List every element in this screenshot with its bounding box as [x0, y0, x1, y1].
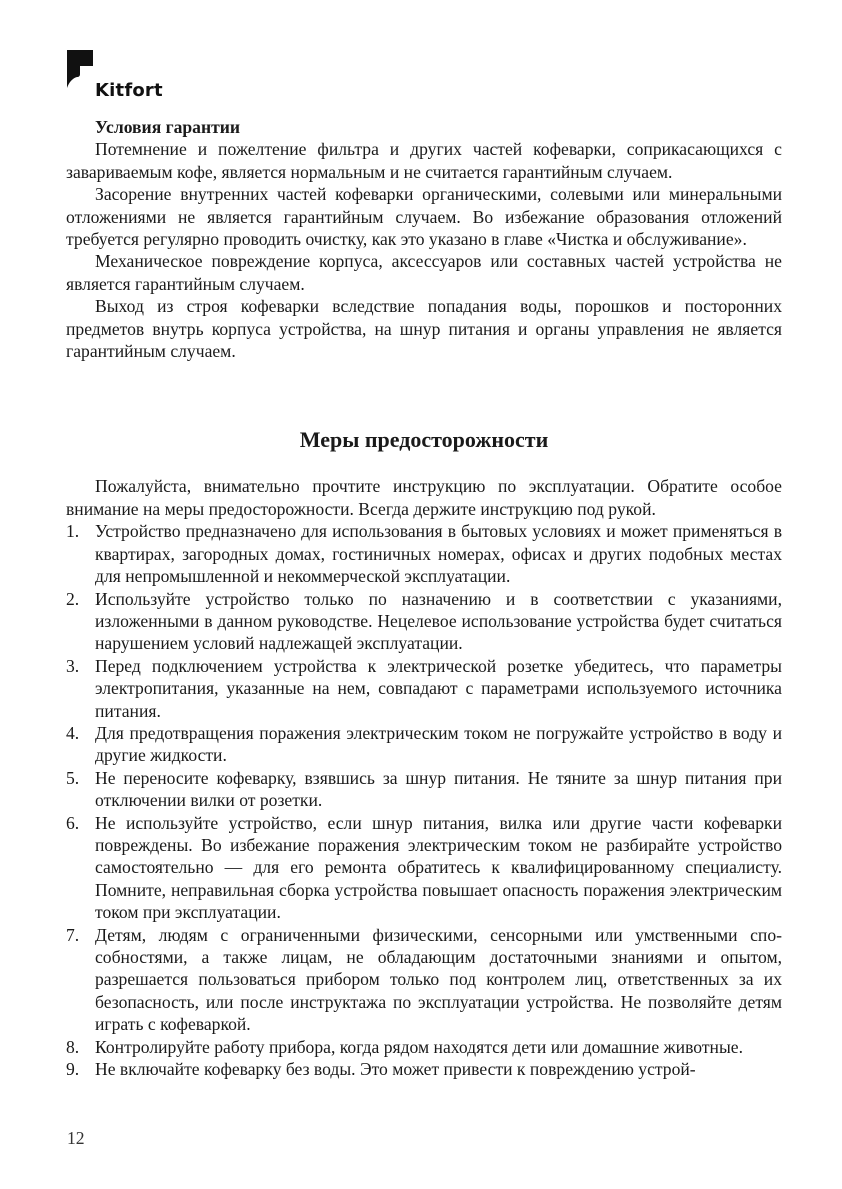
list-item-number: 6. — [66, 812, 80, 833]
list-item-text: Не переносите кофеварку, взявшись за шнур питания. Не тяните за шнур питания при отключении вилки от розетки. — [95, 767, 782, 811]
list-item-text: Не включайте кофеварку без воды. Это может привести к повреждению устрой- — [95, 1059, 696, 1080]
list-item-text: Контролируйте работу прибора, когда рядом находятся дети или домашние животные. — [95, 1036, 743, 1057]
list-item-number: 3. — [66, 655, 80, 676]
precautions-list — [66, 520, 782, 1080]
list-item-number: 2. — [66, 588, 80, 609]
list-item-text: Перед подключением устройства к электрической розетке убедитесь, что параметры электропитания, указанные на нем, совпадают с параметрами используемого источника питания. — [95, 655, 782, 721]
list-item-number: 9. — [66, 1059, 80, 1080]
list-item-text: Детям, людям с ограниченными физическими, сенсорными или умственными способностями, а также лицам, не обладающим достаточными знаниями и опытом, разрешается пользоваться прибором только под контролем лиц, ответственных за их безопасность, или после инструктажа по эксплуатации устройства. Не позволяйте детям играть с кофеваркой. — [95, 924, 782, 1035]
list-item — [66, 1058, 782, 1080]
list-item — [66, 655, 782, 722]
list-item — [66, 1036, 782, 1058]
warranty-paragraph: Засорение внутренних частей кофеварки органическими, солевыми или минеральными отложениями не является гарантийным случаем. Во избежание образования отложений требуется регулярно проводить очистку, как это указано в главе «Чистка и обслуживание». — [66, 184, 782, 250]
warranty-paragraph: Механическое повреждение корпуса, аксессуаров или составных частей устройства не является гарантийным случаем. — [66, 251, 782, 294]
warranty-paragraph: Потемнение и пожелтение фильтра и других частей кофеварки, соприкасающихся с завариваемым кофе, является нормальным и не считается гарантийным случаем. — [66, 139, 782, 182]
page-content — [66, 116, 782, 1080]
kitfort-logo — [67, 50, 177, 101]
precautions-intro: Пожалуйста, внимательно прочтите инструкцию по эксплуатации. Обратите особое внимание на меры предосторожности. Всегда держите инструкцию под рукой. — [66, 476, 782, 519]
list-item-text: Устройство предназначено для использования в бытовых условиях и может применяться в квартирах, загородных домах, гостиничных номерах, офисах и других подобных местах для непромышленной и некоммерческой эксплуатации. — [95, 521, 782, 587]
list-item — [66, 924, 782, 1036]
list-item-number: 7. — [66, 924, 80, 945]
warranty-title: Условия гарантии — [95, 117, 241, 137]
list-item — [66, 767, 782, 812]
list-item-text: Для предотвращения поражения электрическим током не погружайте устройство в воду и другие жидкости. — [95, 722, 782, 766]
list-item-number: 1. — [66, 521, 80, 542]
brand-name: Kitfort — [95, 80, 163, 101]
list-item-number: 4. — [66, 722, 80, 743]
page-number: 12 — [67, 1128, 85, 1148]
list-item-number: 5. — [66, 767, 80, 788]
warranty-section — [66, 138, 782, 362]
list-item-text: Не используйте устройство, если шнур питания, вилка или другие части кофеварки повреждены. Во избежание поражения электрическим током не разбирайте устройство самостоятельно — для его ремонта обратитесь к квалифицированному специалисту. Помните, неправильная сборка устройства повышает опасность поражения электрическим током при эксплуатации. — [95, 812, 782, 923]
list-item — [66, 722, 782, 767]
list-item-number: 8. — [66, 1036, 80, 1057]
list-item-text: Используйте устройство только по назначению и в соответствии с указаниями, изложенными в данном руководстве. Нецелевое использование устройства будет считаться нарушением условий надлежащей эксплуатации. — [95, 588, 782, 654]
list-item — [66, 520, 782, 587]
precautions-title: Меры предосторожности — [299, 427, 549, 453]
list-item — [66, 588, 782, 655]
warranty-paragraph: Выход из строя кофеварки вследствие попадания воды, порошков и посторонних предметов внутрь корпуса устройства, на шнур питания и органы управления не является гарантийным случаем. — [66, 296, 782, 362]
kitfort-logo-mark — [67, 50, 95, 96]
list-item — [66, 812, 782, 924]
